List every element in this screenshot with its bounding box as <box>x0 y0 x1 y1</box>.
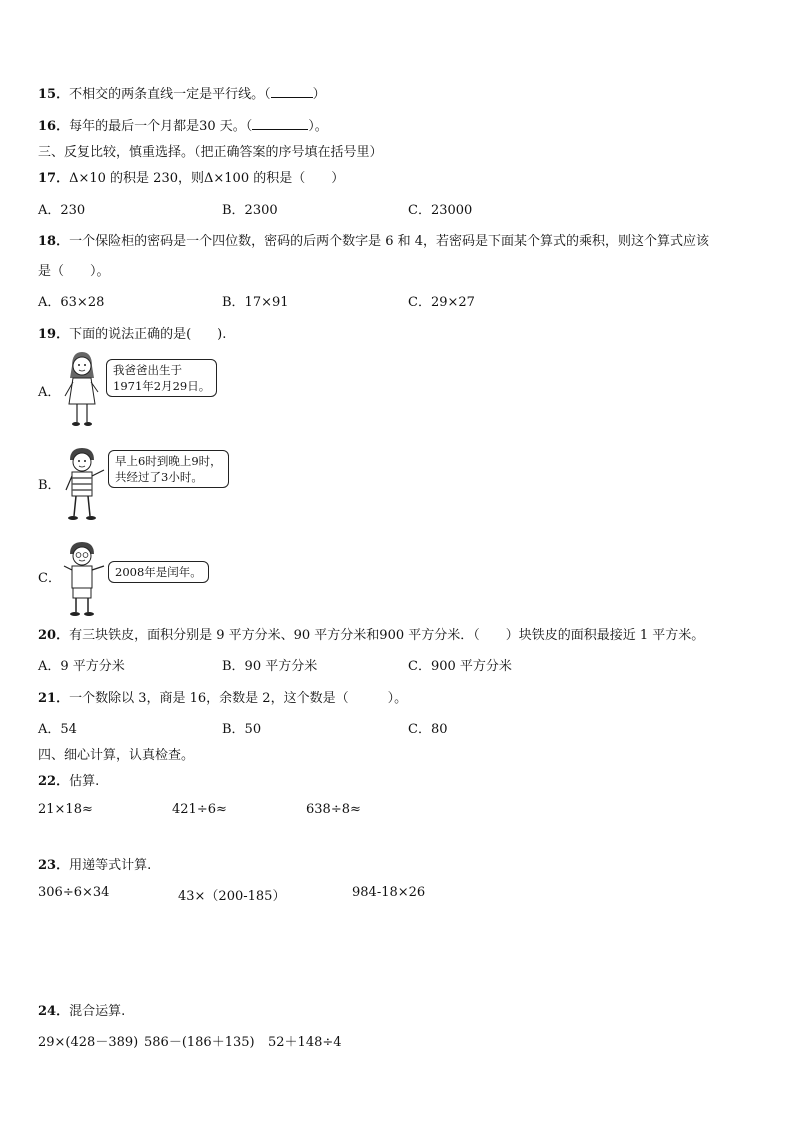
question-19 <box>38 323 226 342</box>
section-4-heading: 四、细心计算，认真检查。 <box>38 748 195 763</box>
question-number: 17． <box>38 171 70 186</box>
speech-line-1: 早上6时到晚上9时， <box>115 454 222 468</box>
mixed-calc-item-3: 52＋148÷4 <box>268 1035 342 1050</box>
section-3-heading: 三、反复比较，慎重选择。（把正确答案的序号填在括号里） <box>38 145 383 160</box>
question-number: 22． <box>38 774 70 789</box>
question-text: 一个保险柜的密码是一个四位数，密码的后两个数字是 6 和 4，若密码是下面某个算式的乘积，则这个算式应该 <box>69 234 710 249</box>
option-a-label[interactable]: A． <box>38 385 61 400</box>
question-text: 估算. <box>69 774 100 789</box>
boy-illustration <box>62 446 106 524</box>
answer-blank[interactable] <box>271 85 313 98</box>
option-b[interactable]: B．90 平方分米 <box>222 659 318 674</box>
step-calc-item-3: 984-18×26 <box>352 885 426 900</box>
option-b-label[interactable]: B． <box>38 478 61 493</box>
step-calc-item-1: 306÷6×34 <box>38 885 110 900</box>
option-c[interactable]: C．29×27 <box>408 295 475 310</box>
speech-bubble-b <box>108 450 229 488</box>
question-text: 用递等式计算. <box>69 858 152 873</box>
question-text: 不相交的两条直线一定是平行线。（ <box>69 87 271 102</box>
estimate-item-2: 421÷6≈ <box>172 802 227 817</box>
question-text: 混合运算. <box>69 1004 126 1019</box>
question-21 <box>38 687 407 706</box>
question-number: 16． <box>38 119 70 134</box>
question-17 <box>38 167 344 186</box>
option-a[interactable]: A．63×28 <box>38 295 105 310</box>
question-text: 下面的说法正确的是( ). <box>69 327 227 342</box>
option-c[interactable]: C．23000 <box>408 203 473 218</box>
option-a[interactable]: A．54 <box>38 722 77 737</box>
question-20 <box>38 624 704 643</box>
option-b[interactable]: B．50 <box>222 722 262 737</box>
question-text: Δ×10 的积是 230，则Δ×100 的积是（ ） <box>69 171 345 186</box>
question-18 <box>38 230 709 249</box>
question-text: 每年的最后一个月都是30 天。（ <box>69 119 253 134</box>
question-text: 有三块铁皮，面积分别是 9 平方分米、90 平方分米和900 平方分米．（ ）块铁皮的面积最接近 1 平方米。 <box>69 628 705 643</box>
step-calc-item-2: 43×（200-185） <box>178 889 286 904</box>
option-b[interactable]: B．2300 <box>222 203 278 218</box>
question-number: 24． <box>38 1004 70 1019</box>
question-number: 23． <box>38 858 70 873</box>
option-c-label[interactable]: C． <box>38 571 61 586</box>
question-text: 一个数除以 3，商是 16，余数是 2，这个数是（ ）。 <box>69 691 408 706</box>
question-number: 19． <box>38 327 70 342</box>
speech-line-1: 我爸爸出生于 <box>113 363 182 377</box>
question-24 <box>38 1000 125 1019</box>
option-c[interactable]: C．80 <box>408 722 448 737</box>
answer-blank[interactable] <box>252 117 308 130</box>
close-paren: ） <box>312 87 326 102</box>
question-22 <box>38 770 99 789</box>
option-a[interactable]: A．9 平方分米 <box>38 659 125 674</box>
boy-with-glasses-illustration <box>62 540 106 618</box>
estimate-item-3: 638÷8≈ <box>306 802 361 817</box>
speech-line-2: 1971年2月29日。 <box>113 379 211 393</box>
speech-line-2: 共经过了3小时。 <box>115 470 203 484</box>
question-number: 18． <box>38 234 70 249</box>
option-a[interactable]: A．230 <box>38 203 86 218</box>
speech-bubble-c <box>108 561 209 583</box>
question-16 <box>38 115 328 134</box>
question-18-continued: 是（ ）。 <box>38 264 110 279</box>
question-number: 21． <box>38 691 70 706</box>
option-b[interactable]: B．17×91 <box>222 295 289 310</box>
speech-bubble-a <box>106 359 217 397</box>
option-c[interactable]: C．900 平方分米 <box>408 659 512 674</box>
close-paren: ）。 <box>308 119 328 134</box>
estimate-item-1: 21×18≈ <box>38 802 93 817</box>
question-number: 20． <box>38 628 70 643</box>
question-number: 15． <box>38 87 70 102</box>
question-23 <box>38 854 151 873</box>
mixed-calc-item-1: 29×(428－389) <box>38 1035 139 1050</box>
speech-line-1: 2008年是闰年。 <box>115 565 202 579</box>
mixed-calc-item-2: 586－(186＋135) <box>144 1035 255 1050</box>
girl-illustration <box>62 350 102 428</box>
question-15 <box>38 83 326 102</box>
